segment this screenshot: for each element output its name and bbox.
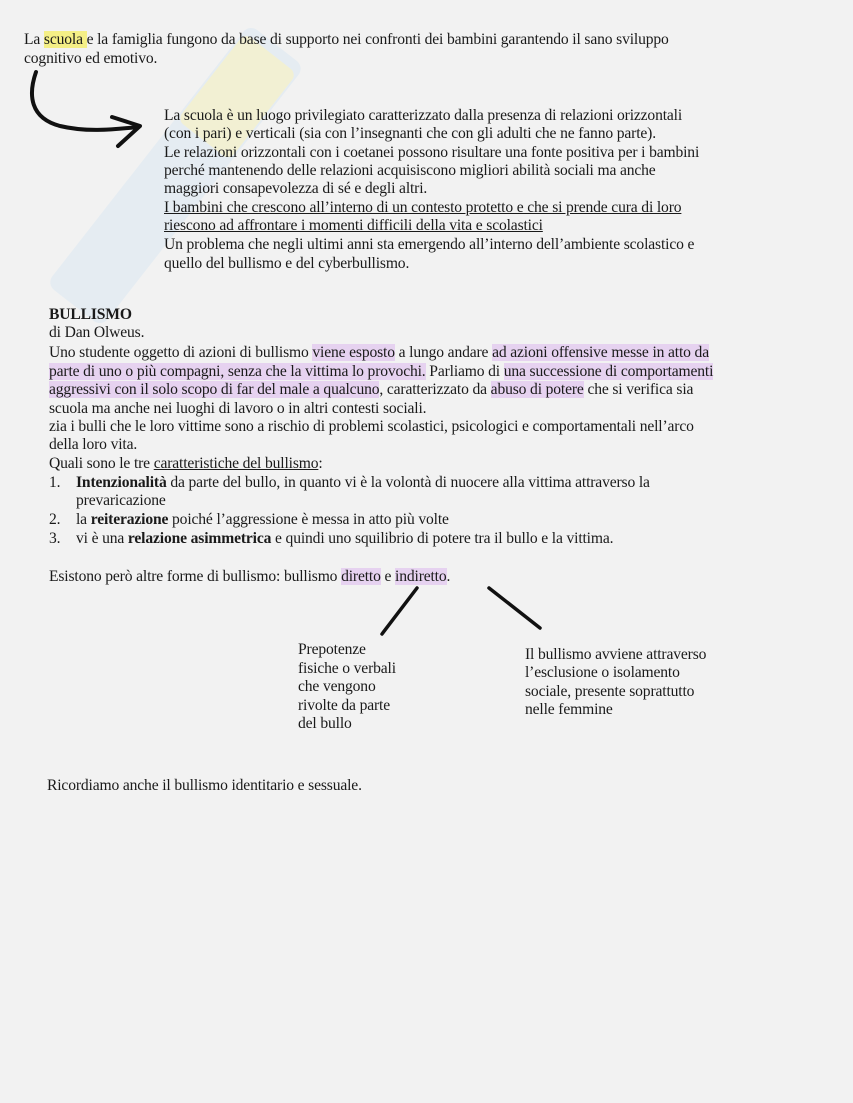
text-line bbox=[49, 568, 450, 585]
text-line bbox=[164, 144, 699, 161]
highlighted-text: scuola bbox=[43, 31, 87, 48]
text-line bbox=[525, 683, 694, 700]
text-segment: (con i pari) e verticali (sia con l’insegnanti che con gli adulti che ne fanno parte). bbox=[164, 125, 656, 142]
text-line bbox=[164, 199, 681, 216]
text-line bbox=[298, 641, 366, 658]
text-segment: di Dan Olweus. bbox=[49, 324, 145, 341]
bold-text: Intenzionalità bbox=[76, 474, 167, 491]
text-line bbox=[49, 306, 132, 323]
highlighted-text: indiretto bbox=[395, 568, 447, 585]
text-segment: vi è una bbox=[76, 530, 128, 547]
highlighted-text: ad azioni offensive messe in atto da bbox=[492, 344, 709, 361]
highlighted-text: una successione di comportamenti bbox=[503, 363, 714, 380]
text-segment: che vengono bbox=[298, 678, 376, 695]
text-segment: maggiori consapevolezza di sé e degli altri. bbox=[164, 180, 428, 197]
text-segment: e quindi uno squilibrio di potere tra il bullo e la vittima. bbox=[271, 530, 614, 547]
text-line bbox=[298, 660, 396, 677]
text-segment: Le relazioni orizzontali con i coetanei possono risultare una fonte positiva per i bambini bbox=[164, 144, 700, 161]
list-number: 3. bbox=[49, 530, 61, 547]
text-line bbox=[525, 664, 680, 681]
text-line bbox=[525, 646, 706, 663]
text-segment: a lungo andare bbox=[394, 344, 493, 361]
text-segment: Un problema che negli ultimi anni sta emergendo all’interno dell’ambiente scolastico e bbox=[164, 236, 695, 253]
text-line bbox=[298, 715, 352, 732]
text-line bbox=[49, 400, 426, 417]
text-segment: Prepotenze bbox=[298, 641, 366, 658]
text-line bbox=[49, 344, 709, 361]
text-line bbox=[164, 236, 694, 253]
text-line bbox=[49, 363, 713, 380]
text-segment: perché mantenendo delle relazioni acquisiscono migliori abilità sociali ma anche bbox=[164, 162, 656, 179]
text-line bbox=[298, 697, 390, 714]
text-line bbox=[298, 678, 376, 695]
text-line bbox=[49, 381, 693, 398]
list-number: 1. bbox=[49, 474, 61, 491]
text-segment: la bbox=[76, 511, 91, 528]
text-segment: zia i bulli che le loro vittime sono a rischio di problemi scolastici, psicologici e comportamentali nell’arco bbox=[49, 418, 694, 435]
text-segment: l’esclusione o isolamento bbox=[525, 664, 680, 681]
branch-line-left bbox=[382, 588, 417, 634]
text-segment: . bbox=[446, 568, 451, 585]
text-segment: rivolte da parte bbox=[298, 697, 390, 714]
text-segment: da parte del bullo, in quanto vi è la volontà di nuocere alla vittima attraverso la bbox=[166, 474, 650, 491]
underlined-text: caratteristiche del bullismo bbox=[153, 455, 319, 472]
text-segment: nelle femmine bbox=[525, 701, 613, 718]
text-line bbox=[76, 492, 166, 509]
text-line bbox=[49, 324, 144, 341]
underlined-text: riescono ad affrontare i momenti difficili della vita e scolastici bbox=[164, 217, 543, 234]
text-segment: quello del bullismo e del cyberbullismo. bbox=[164, 255, 410, 272]
text-segment: e la famiglia fungono da base di supporto nei confronti dei bambini garantendo il sano sviluppo bbox=[86, 31, 669, 48]
text-segment: Uno studente oggetto di azioni di bullismo bbox=[49, 344, 313, 361]
text-line bbox=[525, 701, 613, 718]
text-segment: La scuola è un luogo privilegiato caratterizzato dalla presenza di relazioni orizzontali bbox=[164, 107, 683, 124]
text-segment: Esistono però altre forme di bullismo: bullismo bbox=[49, 568, 342, 585]
underlined-text: I bambini che crescono all’interno di un contesto protetto e che si prende cura di loro bbox=[164, 199, 682, 216]
text-segment: fisiche o verbali bbox=[298, 660, 396, 677]
bold-text: BULLISMO bbox=[49, 306, 132, 323]
highlighted-text: parte di uno o più compagni, senza che la vittima lo provochi. bbox=[49, 363, 426, 380]
text-segment: cognitivo ed emotivo. bbox=[24, 50, 158, 67]
text-line bbox=[164, 162, 656, 179]
branch-line-right bbox=[489, 588, 540, 628]
text-segment: e bbox=[380, 568, 396, 585]
text-line bbox=[49, 455, 323, 472]
text-line bbox=[164, 217, 543, 234]
text-segment: , caratterizzato da bbox=[379, 381, 491, 398]
highlighted-text: aggressivi con il solo scopo di far del male a qualcuno bbox=[49, 381, 380, 398]
text-line bbox=[47, 777, 362, 794]
text-segment: Quali sono le tre bbox=[49, 455, 154, 472]
text-line bbox=[49, 418, 694, 435]
text-line bbox=[164, 125, 656, 142]
text-segment: sociale, presente soprattutto bbox=[525, 683, 695, 700]
bold-text: reiterazione bbox=[90, 511, 169, 528]
highlighted-text: diretto bbox=[341, 568, 381, 585]
text-segment: scuola ma anche nei luoghi di lavoro o in altri contesti sociali. bbox=[49, 400, 427, 417]
text-line bbox=[49, 436, 137, 453]
text-segment: prevaricazione bbox=[76, 492, 166, 509]
text-line bbox=[164, 255, 409, 272]
list-number: 2. bbox=[49, 511, 61, 528]
text-segment: della loro vita. bbox=[49, 436, 138, 453]
text-segment: Ricordiamo anche il bullismo identitario e sessuale. bbox=[47, 777, 362, 794]
text-segment: La bbox=[24, 31, 44, 48]
bold-text: relazione asimmetrica bbox=[127, 530, 272, 547]
text-line bbox=[24, 31, 669, 48]
text-segment: Il bullismo avviene attraverso bbox=[525, 646, 707, 663]
text-segment: poiché l’aggressione è messa in atto più volte bbox=[168, 511, 449, 528]
text-line bbox=[164, 180, 427, 197]
text-line bbox=[49, 530, 613, 547]
highlighted-text: abuso di potere bbox=[490, 381, 584, 398]
text-segment: Parliamo di bbox=[425, 363, 504, 380]
text-line bbox=[49, 474, 650, 491]
text-segment: che si verifica sia bbox=[583, 381, 694, 398]
text-segment: del bullo bbox=[298, 715, 352, 732]
text-segment: : bbox=[318, 455, 323, 472]
arrow-head-icon bbox=[112, 117, 140, 146]
highlighted-text: viene esposto bbox=[312, 344, 395, 361]
text-line bbox=[24, 50, 157, 67]
text-line bbox=[49, 511, 449, 528]
text-line bbox=[164, 107, 682, 124]
